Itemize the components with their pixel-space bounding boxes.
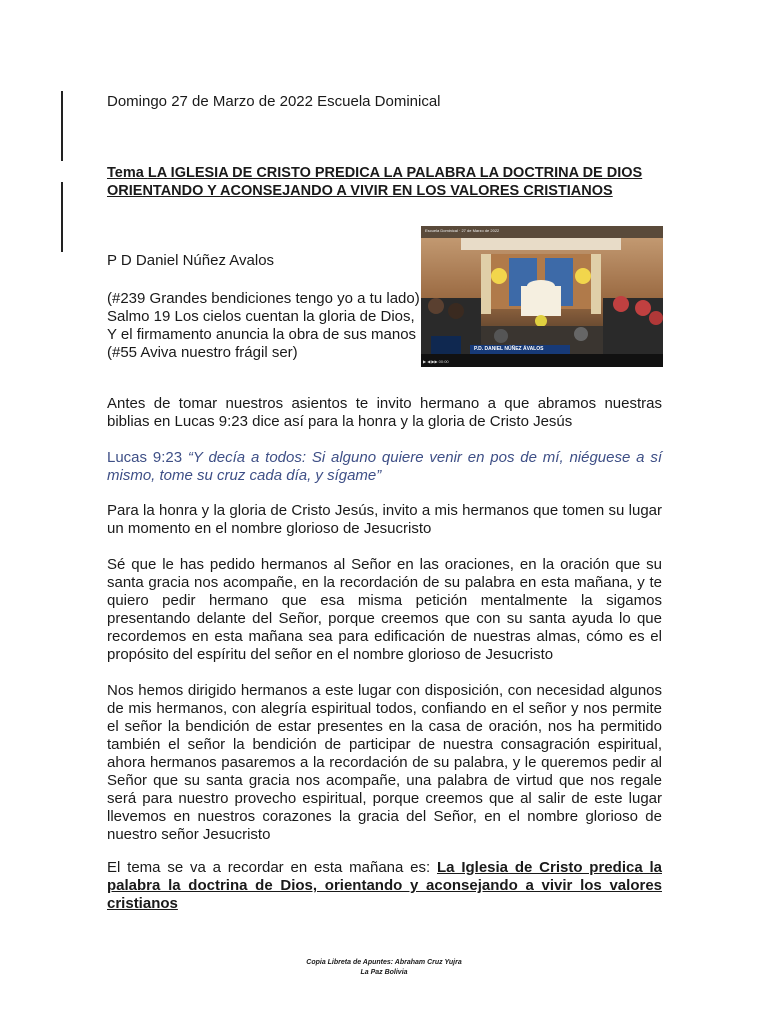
lower-third-caption: P.D. DANIEL NÚÑEZ ÁVALOS [470, 345, 570, 354]
video-thumbnail [421, 226, 663, 367]
hymn-block [107, 290, 427, 362]
paragraph-3: Nos hemos dirigido hermanos a este lugar con disposición, con necesidad algunos de mis hermanos, con alegría espiritual todos, confiando en el señor y nos permite el señor la bendición de estar presentes en la casa de oración, nos ha permitido también el señor la bendición de participar de nuestra consagración espiritual, ahora hermanos pasaremos a la recordación de su palabra, y le queremos pedir al Señor que su santa gracia nos acompañe, una palabra de virtud que nos regale será para nuestro provecho espiritual, porque creemos que al salir de este lugar llevemos en nuestros corazones la gracia del Señor, en el nombre glorioso de nuestro señor Jesucristo [107, 682, 662, 843]
video-controls[interactable]: ▶ ◀ ▶▶ 00:00 [423, 359, 449, 364]
video-title: Escuela Dominical · 27 de Marzo de 2022 [425, 228, 500, 233]
date-line: Domingo 27 de Marzo de 2022 Escuela Dominical [107, 93, 441, 110]
footer-credit: Copia Libreta de Apuntes: Abraham Cruz Yujra [306, 959, 462, 966]
topic-text: LA IGLESIA DE CRISTO PREDICA LA PALABRA LA DOCTRINA DE DIOS ORIENTANDO Y ACONSEJANDO A VIVIR EN LOS VALORES CRISTIANOS [107, 165, 643, 199]
verse-reference: Lucas 9:23 [107, 449, 183, 466]
intro-paragraph: Antes de tomar nuestros asientos te invito hermano a que abramos nuestras biblias en Lucas 9:23 dice así para la honra y la gloria de Cristo Jesús [107, 395, 662, 430]
topic-heading [107, 164, 662, 200]
closing-paragraph [107, 859, 662, 913]
bible-verse [107, 449, 662, 485]
preacher-name: P D Daniel Núñez Avalos [107, 252, 275, 269]
verse-text: “Y decía a todos: Si alguno quiere venir en pos de mí, niéguese a sí mismo, tome su cruz cada día, y sígame” [107, 449, 663, 484]
paragraph-2: Sé que le has pedido hermanos al Señor en las oraciones, en la oración que su santa gracia nos acompañe, en la recordación de su palabra en esta mañana, y te quiero pedir hermano que esa misma petición mentalmente la sigamos presentando delante del Señor, porque creemos que con su santa ayuda lo que recordemos en esta mañana sea para edificación de nuestras almas, cómo es el propósito del espíritu del señor en el nombre glorioso de Jesucristo [107, 556, 662, 663]
closing-prefix: El tema se va a recordar en esta mañana es: [107, 859, 437, 876]
paragraph-1: Para la honra y la gloria de Cristo Jesús, invito a mis hermanos que tomen su lugar un momento en el nombre glorioso de Jesucristo [107, 502, 662, 537]
footer-location: La Paz Bolivia [360, 969, 408, 976]
hymn-line: (#239 Grandes bendiciones tengo yo a tu lado) [107, 290, 420, 307]
topic-prefix: Tema [107, 165, 148, 181]
closing-topic: La Iglesia de Cristo predica la palabra la doctrina de Dios, orientando y aconsejando a vivir los valores cristianos [107, 859, 662, 912]
margin-bar-top [61, 91, 63, 161]
psalm-line-2: Y el firmamento anuncia la obra de sus manos [107, 326, 417, 343]
hymn-line-2: (#55 Aviva nuestro frágil ser) [107, 344, 298, 361]
margin-bar-bottom [61, 182, 63, 252]
psalm-line: Salmo 19 Los cielos cuentan la gloria de Dios, [107, 308, 415, 325]
